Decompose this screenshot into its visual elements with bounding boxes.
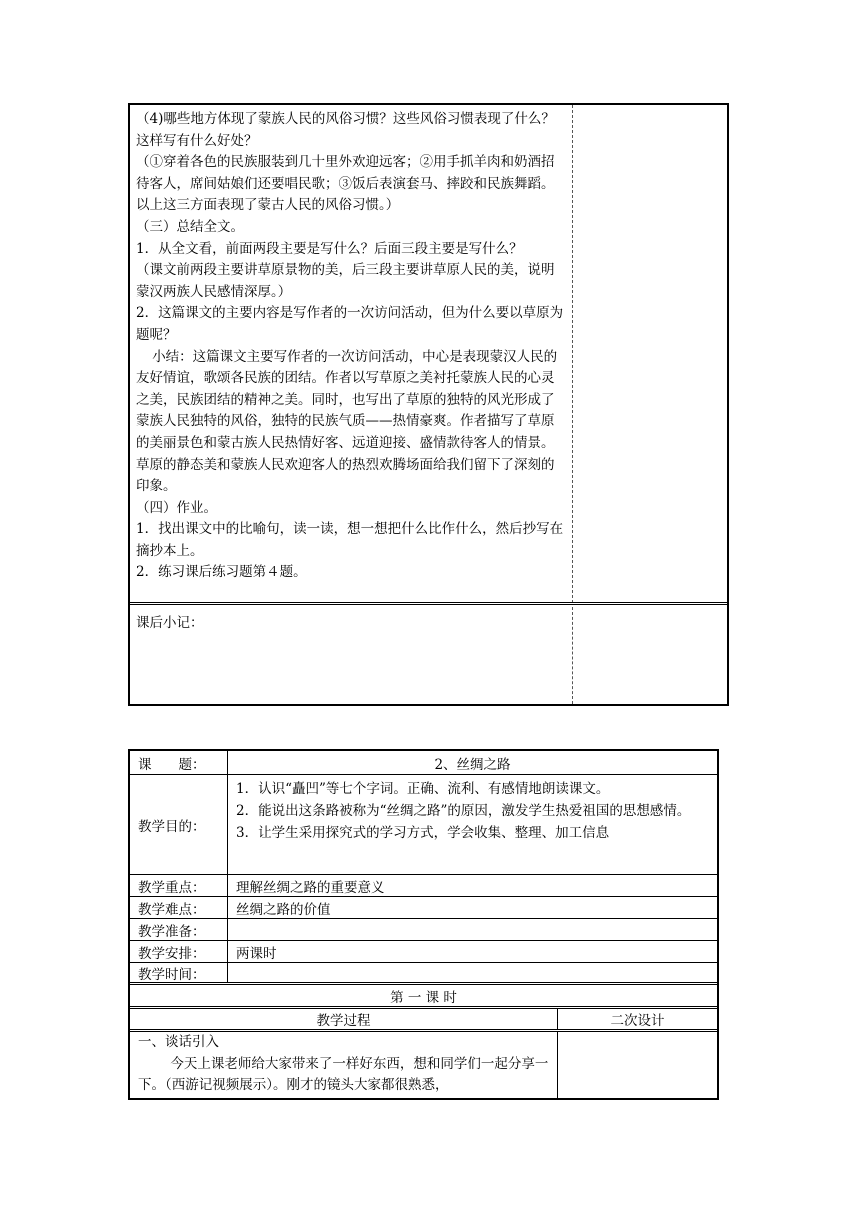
text-line: 2．这篇课文的主要内容是写作者的一次访问活动，但为什么要以草原为题呢？ <box>136 305 564 343</box>
prep-value <box>228 919 717 940</box>
lesson-plan-table <box>128 749 719 1100</box>
goals-value <box>228 775 717 874</box>
text-line: 1．找出课文中的比喻句，读一读，想一想把什么比作什么，然后抄写在摘抄本上。 <box>136 521 564 559</box>
time-value <box>228 963 717 982</box>
text-line: （四）作业。 <box>136 499 217 516</box>
goals-label: 教学目的： <box>130 775 228 874</box>
text-line: 2．练习课后练习题第４题。 <box>136 564 307 581</box>
process-header: 教学过程 <box>130 1009 558 1029</box>
period-row <box>130 985 717 1009</box>
summary-paragraph: 小结：这篇课文主要写作者的一次访问活动，中心是表现蒙汉人民的友好情谊，歌颂各民族的团结。作者以写草原之美衬托蒙族人民的心灵之美，民族团结的精神之美。同时，也写出了草原的独特的风光形成了蒙族人民独特的风俗，独特的民族气质——热情豪爽。作者描写了草原的美丽景色和蒙古族人民热情好客、远道迎接、盛情款待客人的情景。草原的静态美和蒙族人民欢迎客人的热烈欢腾场面给我们留下了深刻的印象。 <box>136 348 558 495</box>
lesson-continuation-table <box>128 103 729 706</box>
key-label: 教学重点： <box>130 875 228 896</box>
goal-item: 2．能说出这条路被称为“丝绸之路”的原因，激发学生热爱祖国的思想感情。 <box>236 803 691 819</box>
topic-label: 课 题： <box>130 751 228 774</box>
topic-value: 2、丝绸之路 <box>434 756 511 773</box>
text-line: 1．从全文看，前面两段主要是写什么？后面三段主要是写什么？ <box>136 240 523 257</box>
prep-label: 教学准备： <box>130 919 228 940</box>
goals-row <box>130 775 717 875</box>
redesign-cell <box>558 1032 717 1098</box>
key-row <box>130 875 717 897</box>
goal-item: 1．认识“矗凹”等七个字词。正确、流利、有感情地朗读课文。 <box>236 781 610 797</box>
topic-row <box>130 751 717 775</box>
process-cell <box>130 1032 558 1098</box>
prep-row <box>130 919 717 941</box>
intro-text: 今天上课老师给大家带来了一样好东西，想和同学们一起分享一下。（西游记视频展示）。刚才的镜头大家都很熟悉， <box>138 1055 549 1093</box>
text-line: （4)哪些地方体现了蒙族人民的风俗习惯？这些风俗习惯表现了什么？这样写有什么好处？ <box>136 111 555 149</box>
intro-title: 一、谈话引入 <box>138 1034 219 1050</box>
text-line: （①穿着各色的民族服装到几十里外欢迎远客；②用手抓羊肉和奶酒招待客人，席间姑娘们还要唱民歌；③饭后表演套马、摔跤和民族舞蹈。以上这三方面表现了蒙古人民的风俗习惯。） <box>136 154 555 214</box>
text-line: （三）总结全文。 <box>136 218 244 235</box>
process-row <box>130 1032 717 1098</box>
difficulty-value: 丝绸之路的价值 <box>236 901 331 918</box>
text-line: （课文前两段主要讲草原景物的美，后三段主要讲草原人民的美，说明蒙汉两族人民感情深厚。） <box>136 262 555 300</box>
time-row <box>130 963 717 985</box>
lesson-process-cell <box>130 105 573 603</box>
second-design-cell <box>573 105 727 603</box>
period-title: 第 一 课 时 <box>390 989 457 1006</box>
notes-label: 课后小记： <box>136 615 204 631</box>
arrange-label: 教学安排： <box>130 941 228 962</box>
goal-item: 3．让学生采用探究式的学习方式，学会收集、整理、加工信息 <box>236 825 610 841</box>
difficulty-row <box>130 897 717 919</box>
arrange-value: 两课时 <box>236 945 277 962</box>
after-class-notes-cell <box>130 607 573 704</box>
difficulty-label: 教学难点： <box>130 897 228 918</box>
time-label: 教学时间： <box>130 963 228 982</box>
header-row <box>130 1009 717 1032</box>
double-divider <box>130 602 727 605</box>
arrange-row <box>130 941 717 963</box>
redesign-header: 二次设计 <box>610 1013 665 1029</box>
key-value: 理解丝绸之路的重要意义 <box>236 879 385 896</box>
